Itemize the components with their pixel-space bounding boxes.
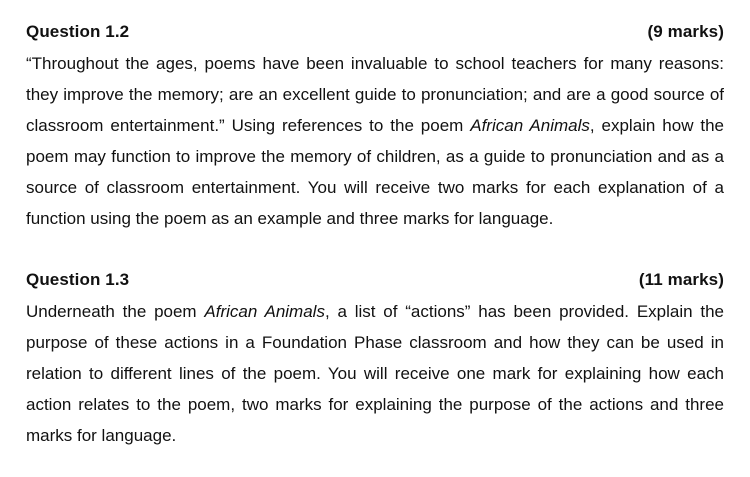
- question-text-part-1: “Throughout the ages, poems have been invaluable to school teachers for many reasons: they improve the memory; are an excellent guide to pronunciation; and are a good source of classroom entertainment.” Using references to the poem: [26, 54, 724, 135]
- question-text-part-1: Underneath the poem: [26, 302, 205, 321]
- question-header: [26, 266, 724, 294]
- document-page: [26, 18, 724, 451]
- poem-title: African Animals: [470, 116, 590, 135]
- question-text: [26, 296, 724, 451]
- question-title: Question 1.3: [26, 270, 130, 289]
- question-title: Question 1.2: [26, 22, 130, 41]
- question-1-3: [26, 266, 724, 451]
- poem-title: African Animals: [204, 302, 325, 321]
- question-marks: (9 marks): [647, 22, 724, 41]
- question-1-2: [26, 18, 724, 234]
- question-text-part-2: , explain how the poem may function to improve the memory of children, as a guide to pronunciation and as a source of classroom entertainment. You will receive two marks for each explanation of a function using the poem as an example and three marks for language.: [26, 116, 725, 228]
- question-text: [26, 48, 724, 234]
- question-header: [26, 18, 724, 46]
- question-text-part-2: , a list of “actions” has been provided. Explain the purpose of these actions in a Foundation Phase classroom and how they can be used in relation to different lines of the poem. You will receive one mark for explaining how each action relates to the poem, two marks for explaining the purpose of the actions and three marks for language.: [26, 302, 725, 445]
- question-marks: (11 marks): [638, 270, 724, 289]
